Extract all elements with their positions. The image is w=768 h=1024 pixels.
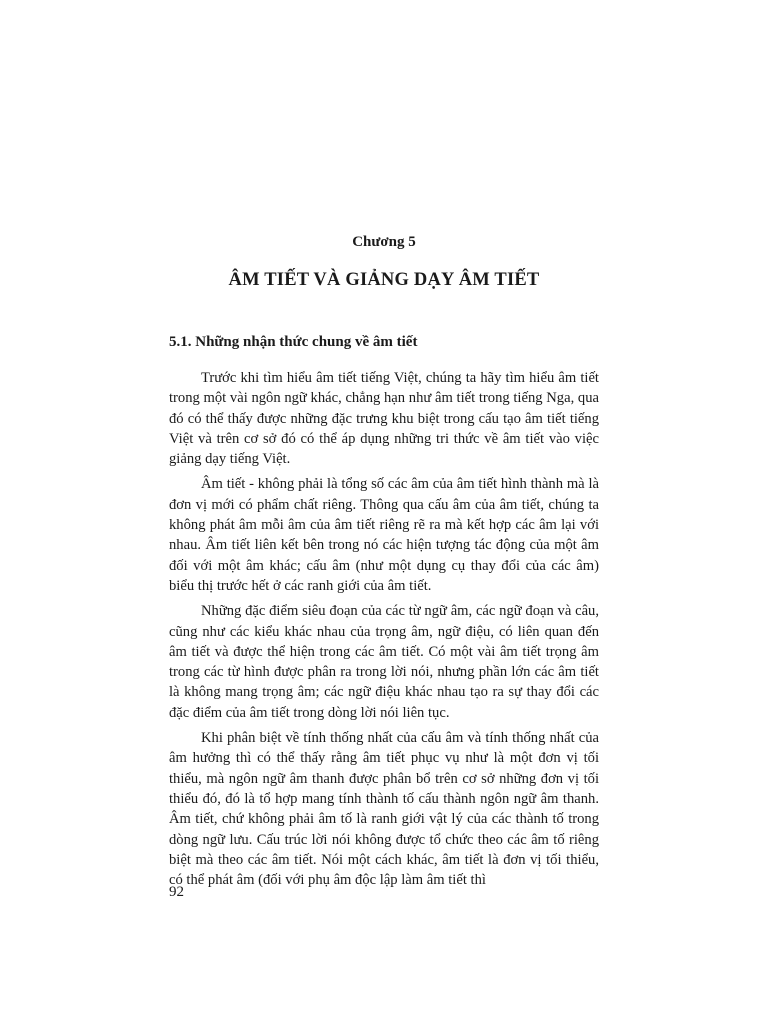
paragraph-4: Khi phân biệt về tính thống nhất của cấu âm và tính thống nhất của âm hưởng thì có thể thấy rằng âm tiết phục vụ như là một đơn vị tối thiểu, mà ngôn ngữ âm thanh được phân bổ trên cơ sở những đơn vị tối thiểu đó, đó là tổ hợp mang tính thành tố cấu thành ngôn ngữ âm thanh. Âm tiết, chứ không phải âm tố là ranh giới vật lý của các thành tố trong dòng ngữ lưu. Cấu trúc lời nói không được tổ chức theo các âm tố riêng biệt mà theo các âm tiết. Nói một cách khác, âm tiết là đơn vị tối thiểu, có thể phát âm (đối với phụ âm độc lập làm âm tiết thì bbox=[169, 730, 599, 889]
section-heading: 5.1. Những nhận thức chung về âm tiết bbox=[169, 334, 418, 350]
body-text bbox=[169, 368, 599, 895]
paragraph-3: Những đặc điểm siêu đoạn của các từ ngữ âm, các ngữ đoạn và câu, cũng như các kiểu khác nhau của trọng âm, ngữ điệu, có liên quan đến âm tiết và được thể hiện trong các âm tiết. Có một vài âm tiết trọng âm trong các từ hình được phân ra trong lời nói, nhưng phần lớn các âm tiết là không mang trọng âm; các ngữ điệu khác nhau tạo ra sự thay đổi các đặc điểm của âm tiết trong dòng lời nói liên tục. bbox=[169, 603, 599, 721]
book-page bbox=[169, 0, 599, 1024]
chapter-title: ÂM TIẾT VÀ GIẢNG DẠY ÂM TIẾT bbox=[228, 270, 540, 290]
paragraph-2: Âm tiết - không phải là tổng số các âm của âm tiết hình thành mà là đơn vị mới có phẩm chất riêng. Thông qua cấu âm của âm tiết, chúng ta không phát âm mỗi âm của âm tiết riêng rẽ ra mà kết hợp các âm lại với nhau. Âm tiết liên kết bên trong nó các hiện tượng tác động của một âm đối với một âm khác; cấu âm (như một dụng cụ thay đổi của các âm) biểu thị trước hết ở các ranh giới của âm tiết. bbox=[169, 476, 599, 594]
page-number: 92 bbox=[169, 884, 184, 900]
chapter-label: Chương 5 bbox=[352, 234, 416, 250]
paragraph-1: Trước khi tìm hiểu âm tiết tiếng Việt, chúng ta hãy tìm hiểu âm tiết trong một vài ngôn ngữ khác, chẳng hạn như âm tiết trong tiếng Nga, qua đó có thể thấy được những đặc trưng khu biệt trong cấu tạo âm tiết tiếng Việt và trên cơ sở đó có thể áp dụng những tri thức về âm tiết vào việc giảng dạy tiếng Việt. bbox=[169, 370, 599, 468]
